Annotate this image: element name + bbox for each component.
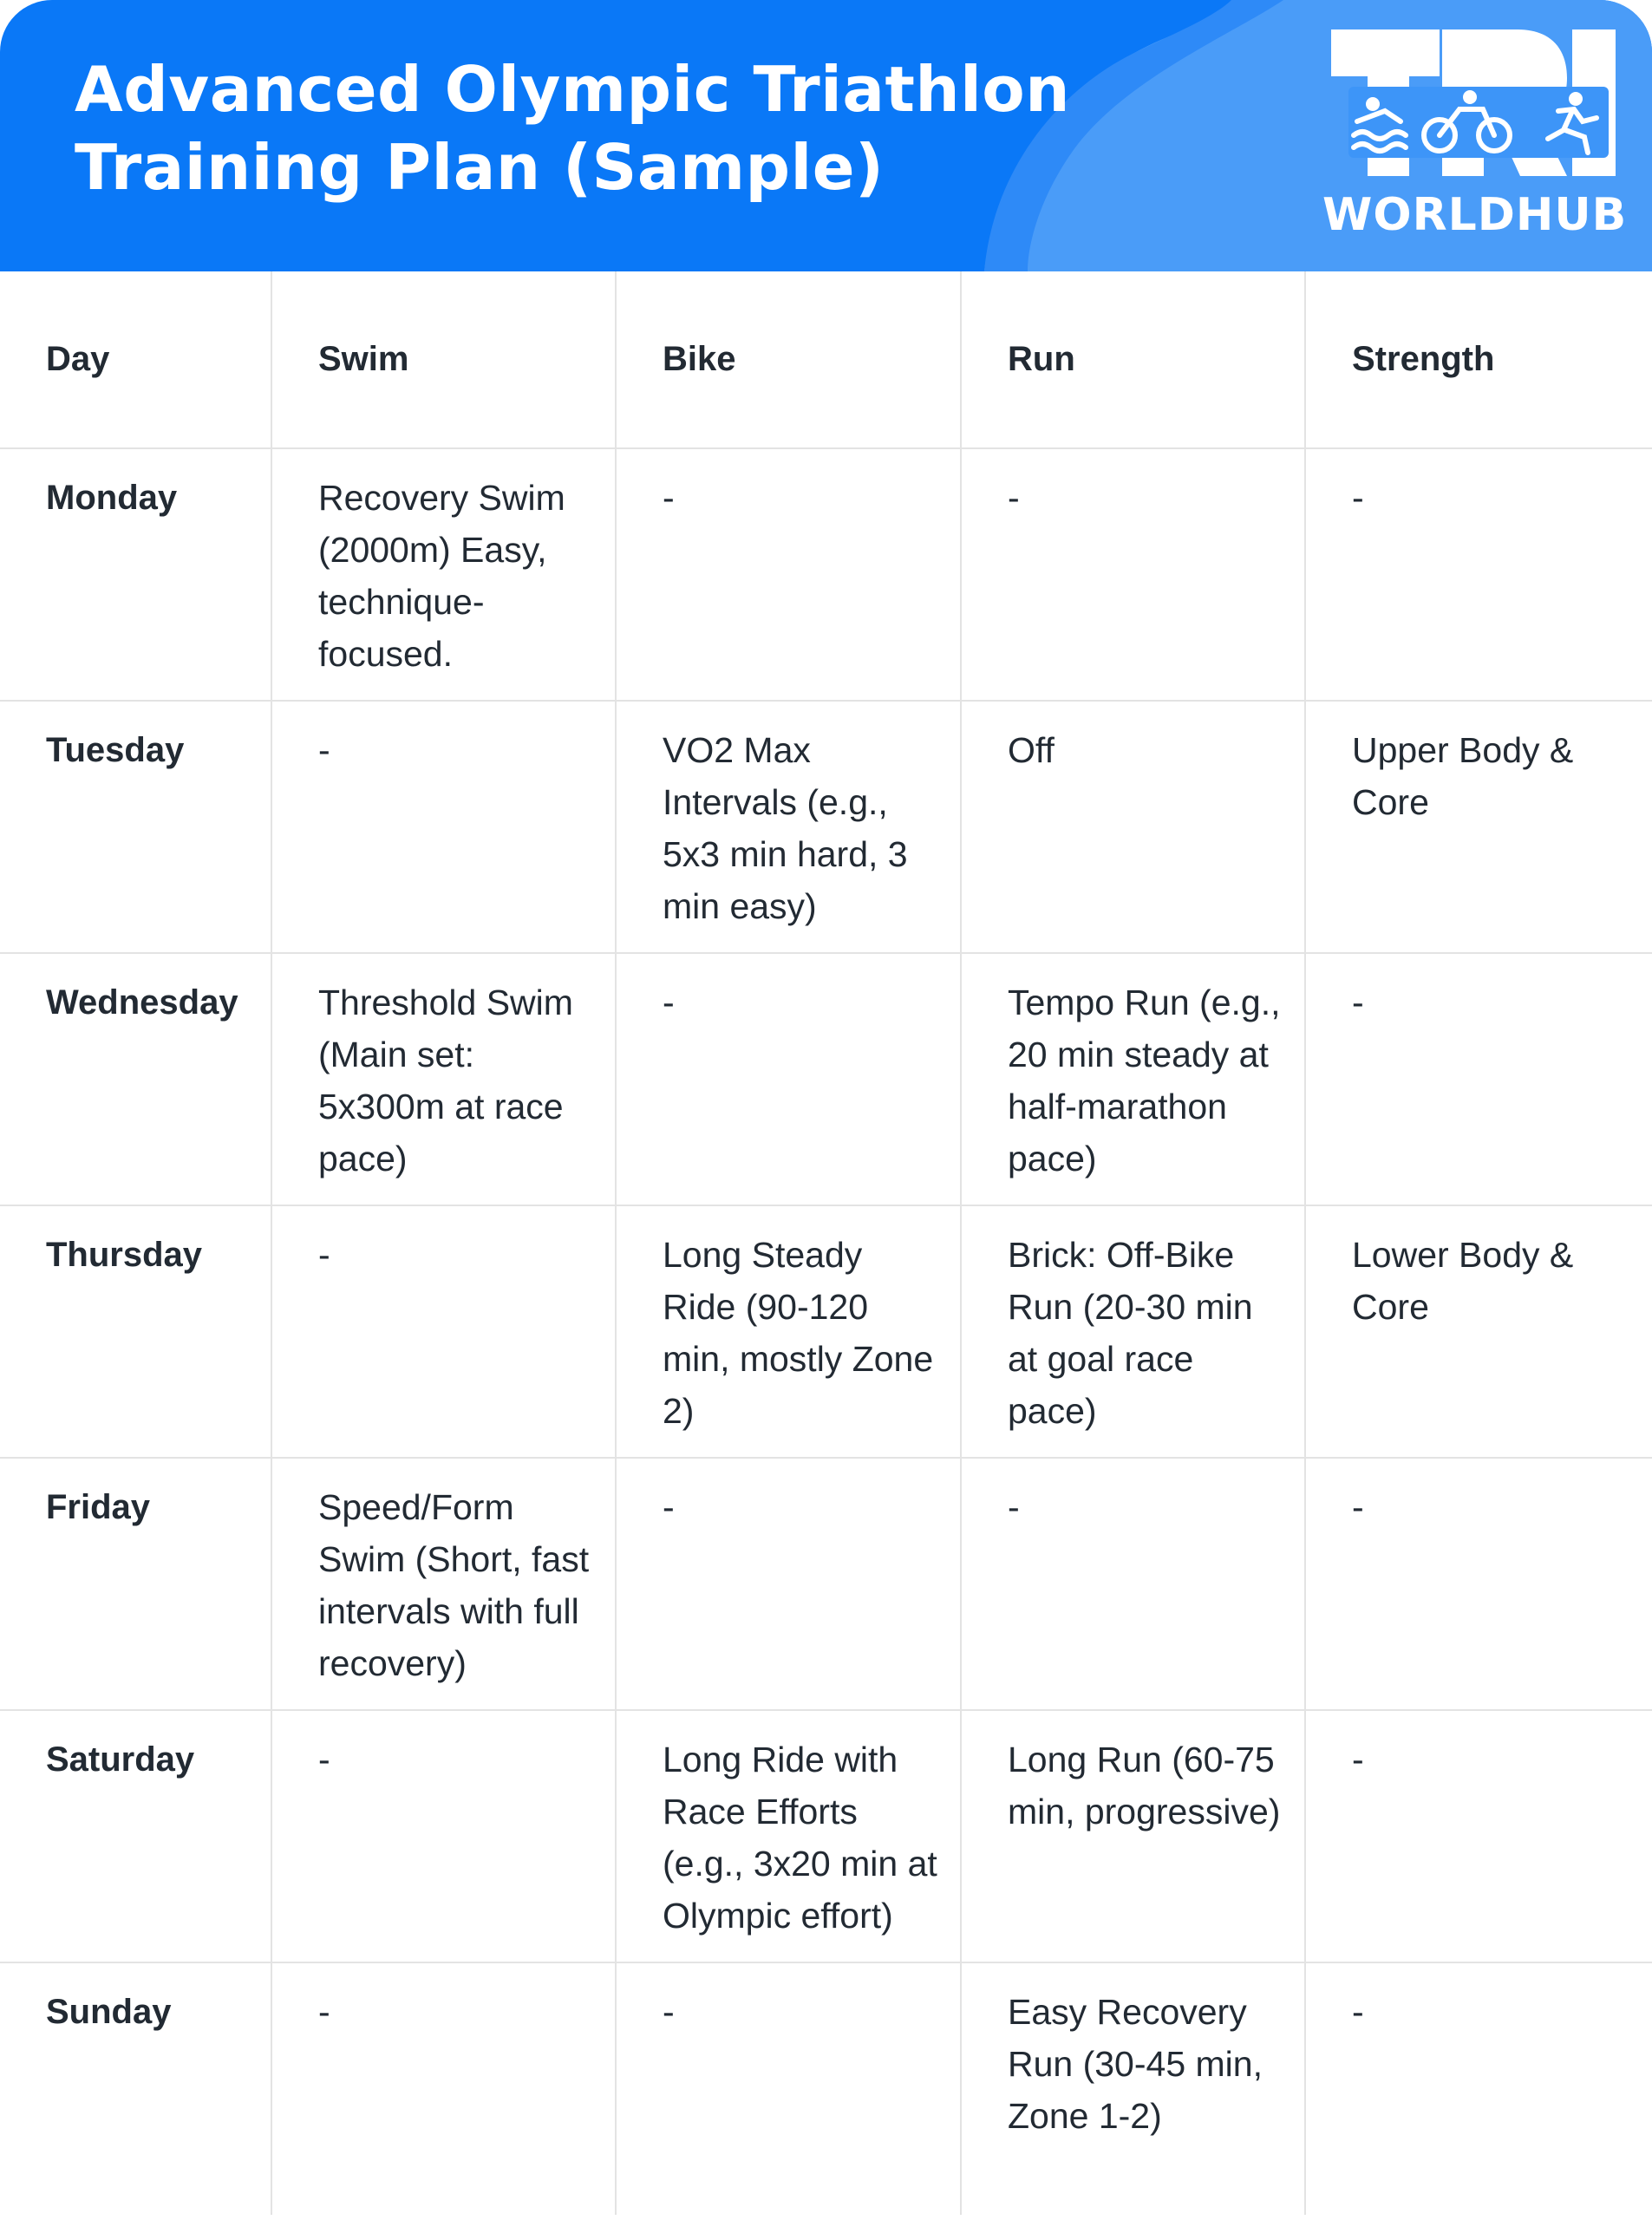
- strength-cell: [1305, 1205, 1652, 1458]
- bike-workout: Long Ride with Race Efforts (e.g., 3x20 min at Olympic effort): [663, 1740, 937, 1936]
- day-label: Wednesday: [46, 983, 238, 1022]
- swim-workout: -: [318, 1235, 330, 1275]
- run-workout: -: [1008, 478, 1020, 518]
- day-cell: [0, 1962, 271, 2215]
- column-header-strength: Strength: [1305, 271, 1652, 448]
- bike-cell: [616, 1962, 961, 2215]
- run-workout: -: [1008, 1487, 1020, 1527]
- table-row: [0, 1962, 1652, 2215]
- training-plan-table: [0, 271, 1652, 2220]
- run-cell: [961, 448, 1305, 701]
- bike-cell: [616, 701, 961, 953]
- day-label: Friday: [46, 1488, 151, 1526]
- swim-cell: [271, 1962, 616, 2215]
- strength-cell: [1305, 448, 1652, 701]
- day-cell: [0, 1710, 271, 1962]
- run-workout: Long Run (60-75 min, progressive): [1008, 1740, 1281, 1832]
- bike-cell: [616, 448, 961, 701]
- run-cell: [961, 1962, 1305, 2215]
- strength-cell: [1305, 1962, 1652, 2215]
- bike-cell: [616, 1205, 961, 1458]
- strength-cell: [1305, 953, 1652, 1205]
- swim-workout: Speed/Form Swim (Short, fast intervals with full recovery): [318, 1487, 590, 1683]
- table-row: [0, 953, 1652, 1205]
- swim-workout: -: [318, 1992, 330, 2032]
- swim-cell: [271, 1458, 616, 1710]
- day-label: Sunday: [46, 1993, 172, 2031]
- column-header-run: Run: [961, 271, 1305, 448]
- column-header-day: Day: [0, 271, 271, 448]
- table-header-row: [0, 271, 1652, 448]
- table-row: [0, 1710, 1652, 1962]
- table-row: [0, 701, 1652, 953]
- swim-workout: Recovery Swim (2000m) Easy, technique-focused.: [318, 478, 565, 674]
- run-cell: [961, 701, 1305, 953]
- run-workout: Off: [1008, 730, 1055, 770]
- day-cell: [0, 448, 271, 701]
- table-row: [0, 1205, 1652, 1458]
- day-label: Saturday: [46, 1740, 195, 1779]
- day-cell: [0, 953, 271, 1205]
- column-header-bike: Bike: [616, 271, 961, 448]
- run-cell: [961, 1710, 1305, 1962]
- bike-workout: Long Steady Ride (90-120 min, mostly Zone 2): [663, 1235, 934, 1431]
- bike-workout: VO2 Max Intervals (e.g., 5x3 min hard, 3 min easy): [663, 730, 908, 926]
- run-workout: Tempo Run (e.g., 20 min steady at half-marathon pace): [1008, 983, 1281, 1179]
- strength-workout: -: [1352, 983, 1364, 1022]
- bike-cell: [616, 1458, 961, 1710]
- strength-workout: -: [1352, 1487, 1364, 1527]
- day-cell: [0, 1205, 271, 1458]
- table-row: [0, 1458, 1652, 1710]
- swim-workout: -: [318, 1740, 330, 1779]
- strength-cell: [1305, 701, 1652, 953]
- strength-workout: Lower Body & Core: [1352, 1235, 1574, 1327]
- swim-cell: [271, 1205, 616, 1458]
- swim-cell: [271, 953, 616, 1205]
- strength-cell: [1305, 1710, 1652, 1962]
- swim-workout: -: [318, 730, 330, 770]
- table-row: [0, 448, 1652, 701]
- day-cell: [0, 701, 271, 953]
- day-label: Tuesday: [46, 731, 185, 769]
- strength-cell: [1305, 1458, 1652, 1710]
- run-cell: [961, 953, 1305, 1205]
- bike-workout: -: [663, 1992, 675, 2032]
- swim-cell: [271, 448, 616, 701]
- bike-workout: -: [663, 983, 675, 1022]
- header-banner: [0, 0, 1652, 271]
- run-workout: Easy Recovery Run (30-45 min, Zone 1-2): [1008, 1992, 1263, 2136]
- bike-workout: -: [663, 1487, 675, 1527]
- run-cell: [961, 1205, 1305, 1458]
- column-header-swim: Swim: [271, 271, 616, 448]
- logo-wordmark: WORLDHUB: [1322, 189, 1628, 241]
- run-cell: [961, 1458, 1305, 1710]
- tri-logo-mark: [1331, 24, 1617, 185]
- bike-cell: [616, 953, 961, 1205]
- schedule-table: [0, 271, 1652, 2215]
- bike-cell: [616, 1710, 961, 1962]
- strength-workout: -: [1352, 478, 1364, 518]
- swim-workout: Threshold Swim (Main set: 5x300m at race pace): [318, 983, 573, 1179]
- swim-cell: [271, 701, 616, 953]
- strength-workout: -: [1352, 1740, 1364, 1779]
- logo: [1322, 24, 1628, 241]
- strength-workout: Upper Body & Core: [1352, 730, 1574, 822]
- swim-cell: [271, 1710, 616, 1962]
- day-label: Thursday: [46, 1236, 203, 1274]
- day-cell: [0, 1458, 271, 1710]
- day-label: Monday: [46, 479, 178, 517]
- run-workout: Brick: Off-Bike Run (20-30 min at goal race pace): [1008, 1235, 1253, 1431]
- bike-workout: -: [663, 478, 675, 518]
- page-title: Advanced Olympic Triathlon Training Plan (Sample): [75, 53, 1071, 204]
- strength-workout: -: [1352, 1992, 1364, 2032]
